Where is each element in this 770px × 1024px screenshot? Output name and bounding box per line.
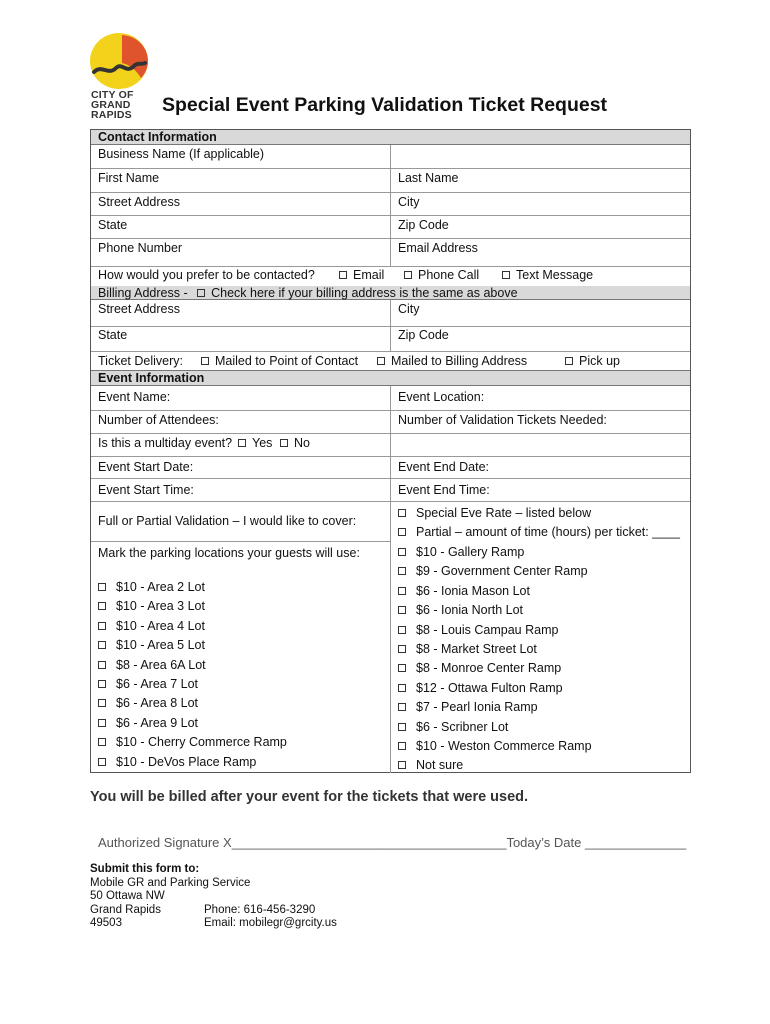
checkbox[interactable] xyxy=(398,723,406,731)
parking-location-label: $10 - Cherry Commerce Ramp xyxy=(116,735,287,750)
billing-zip-label: Zip Code xyxy=(398,328,449,342)
event-name-label: Event Name: xyxy=(98,390,171,404)
checkbox[interactable] xyxy=(98,602,106,610)
billing-section-header xyxy=(91,286,690,300)
parking-location-option[interactable] xyxy=(398,584,530,598)
billing-state-label: State xyxy=(98,328,128,342)
divider xyxy=(91,501,690,502)
divider xyxy=(390,410,391,433)
checkbox[interactable] xyxy=(398,567,406,575)
checkbox[interactable] xyxy=(404,271,412,279)
divider xyxy=(390,433,391,456)
parking-location-label: $9 - Government Center Ramp xyxy=(416,564,588,579)
checkbox[interactable] xyxy=(398,645,406,653)
checkbox[interactable] xyxy=(398,509,406,517)
same-address-checkbox[interactable] xyxy=(197,289,205,297)
delivery-contact-option[interactable]: Mailed to Point of Contact xyxy=(201,354,358,368)
parking-location-option[interactable] xyxy=(398,681,563,695)
parking-location-label: $6 - Area 9 Lot xyxy=(116,715,199,730)
divider xyxy=(390,215,391,238)
checkbox[interactable] xyxy=(398,703,406,711)
checkbox[interactable] xyxy=(398,626,406,634)
business-name-label: Business Name (If applicable) xyxy=(98,147,265,161)
prefer-phone-option[interactable]: Phone Call xyxy=(404,268,479,282)
parking-location-label: $8 - Louis Campau Ramp xyxy=(416,622,559,637)
parking-location-label: $6 - Ionia North Lot xyxy=(416,603,524,618)
parking-location-option[interactable] xyxy=(98,716,198,730)
zip-label: Zip Code xyxy=(398,218,449,232)
checkbox[interactable] xyxy=(339,271,347,279)
checkbox[interactable] xyxy=(98,738,106,746)
delivery-billing-option[interactable]: Mailed to Billing Address xyxy=(377,354,527,368)
delivery-pickup-option[interactable]: Pick up xyxy=(565,354,620,368)
parking-location-option[interactable] xyxy=(98,599,205,613)
parking-location-option[interactable] xyxy=(398,720,508,734)
parking-location-label: $6 - Area 8 Lot xyxy=(116,696,199,711)
checkbox[interactable] xyxy=(398,606,406,614)
parking-location-option[interactable] xyxy=(98,696,198,710)
parking-location-option[interactable] xyxy=(398,758,463,772)
checkbox[interactable] xyxy=(98,622,106,630)
checkbox[interactable] xyxy=(98,719,106,727)
submit-info xyxy=(90,863,337,931)
parking-location-option[interactable] xyxy=(398,700,538,714)
divider xyxy=(390,168,391,192)
start-time-label: Event Start Time: xyxy=(98,483,194,497)
divider xyxy=(390,386,391,410)
validation-special-rate-option[interactable]: Special Eve Rate – listed below xyxy=(398,506,591,520)
event-section-header: Event Information xyxy=(91,370,690,386)
prefer-text-option[interactable]: Text Message xyxy=(502,268,593,282)
parking-location-label: $10 - Weston Commerce Ramp xyxy=(416,739,592,753)
parking-location-option[interactable] xyxy=(98,638,205,652)
divider xyxy=(390,238,391,266)
event-location-label: Event Location: xyxy=(398,390,485,404)
submit-email: Email: mobilegr@grcity.us xyxy=(204,917,337,929)
validation-partial-option[interactable]: Partial – amount of time (hours) per ticket: ____ xyxy=(398,525,680,539)
divider xyxy=(390,326,391,351)
checkbox[interactable] xyxy=(98,758,106,766)
parking-location-label: $10 - Area 4 Lot xyxy=(116,618,205,633)
parking-location-label: Not sure xyxy=(416,758,464,773)
parking-location-option[interactable] xyxy=(398,642,537,656)
checkbox[interactable] xyxy=(98,699,106,707)
checkbox[interactable] xyxy=(398,742,406,750)
page-title: Special Event Parking Validation Ticket Request xyxy=(162,94,608,116)
parking-location-label: $8 - Area 6A Lot xyxy=(116,657,206,672)
divider xyxy=(390,192,391,215)
submit-zip: 49503 xyxy=(90,917,122,929)
parking-location-label: $8 - Market Street Lot xyxy=(416,642,537,656)
checkbox[interactable] xyxy=(398,664,406,672)
locations-question: Mark the parking locations your guests will use: xyxy=(98,546,360,560)
parking-location-label: $6 - Scribner Lot xyxy=(416,719,509,734)
checkbox[interactable] xyxy=(98,583,106,591)
signature-line[interactable] xyxy=(98,835,686,850)
parking-location-option[interactable] xyxy=(98,619,205,633)
submit-phone: Phone: 616-456-3290 xyxy=(204,903,316,916)
contact-section-header: Contact Information xyxy=(91,130,690,145)
parking-location-option[interactable] xyxy=(98,677,198,691)
multiday-yes-option[interactable]: Yes xyxy=(238,436,272,450)
billing-heading: Billing Address - xyxy=(98,286,188,300)
divider xyxy=(91,351,690,352)
checkbox[interactable] xyxy=(398,761,406,769)
checkbox[interactable] xyxy=(565,357,573,365)
parking-location-label: $6 - Ionia Mason Lot xyxy=(416,583,530,598)
end-time-label: Event End Time: xyxy=(398,483,490,497)
parking-location-label: $6 - Area 7 Lot xyxy=(116,677,199,691)
parking-location-option[interactable] xyxy=(398,564,588,578)
last-name-label: Last Name xyxy=(398,171,459,185)
request-form xyxy=(90,129,691,773)
submit-zip-row xyxy=(90,917,337,931)
multiday-question: Is this a multiday event? xyxy=(98,436,233,450)
parking-location-label: $12 - Ottawa Fulton Ramp xyxy=(416,680,563,695)
divider xyxy=(390,145,391,168)
submit-city-row xyxy=(90,903,316,918)
signature-label: Authorized Signature X______________________________________ xyxy=(98,835,507,850)
billing-city-label: City xyxy=(398,302,420,316)
checkbox[interactable] xyxy=(398,684,406,692)
logo-emblem-icon xyxy=(88,32,150,90)
parking-location-option[interactable] xyxy=(98,755,256,769)
checkbox[interactable] xyxy=(502,271,510,279)
checkbox[interactable] xyxy=(280,439,288,447)
billing-street-label: Street Address xyxy=(98,302,180,316)
submit-city: Grand Rapids xyxy=(90,903,161,916)
billing-notice: You will be billed after your event for the tickets that were used. xyxy=(90,789,529,805)
parking-location-label: $10 - Area 5 Lot xyxy=(116,638,205,653)
contact-preference-question: How would you prefer to be contacted? xyxy=(98,268,315,282)
street-address-label: Street Address xyxy=(98,195,180,209)
parking-location-label: $10 - Area 3 Lot xyxy=(116,599,205,614)
divider xyxy=(91,541,390,542)
logo-line: RAPIDS xyxy=(91,109,132,121)
divider xyxy=(91,266,690,267)
parking-location-option[interactable] xyxy=(398,603,523,617)
parking-location-option[interactable] xyxy=(98,735,287,749)
logo-wordmark xyxy=(91,90,134,120)
email-label: Email Address xyxy=(398,241,478,255)
end-date-label: Event End Date: xyxy=(398,460,490,474)
checkbox[interactable] xyxy=(398,548,406,556)
checkbox[interactable] xyxy=(398,587,406,595)
start-date-label: Event Start Date: xyxy=(98,460,194,474)
parking-location-option[interactable] xyxy=(398,739,592,753)
parking-location-option[interactable] xyxy=(398,661,561,675)
multiday-no-option[interactable]: No xyxy=(280,436,310,450)
divider xyxy=(390,478,391,773)
logo-line: CITY OF xyxy=(91,89,134,101)
same-address-label: Check here if your billing address is the same as above xyxy=(211,286,518,300)
city-label: City xyxy=(398,195,420,209)
parking-location-option[interactable] xyxy=(98,580,205,594)
validation-question: Full or Partial Validation – I would like to cover: xyxy=(98,514,357,528)
parking-location-option[interactable] xyxy=(98,658,206,672)
parking-location-label: $10 - Area 2 Lot xyxy=(116,580,205,594)
checkbox[interactable] xyxy=(377,357,385,365)
prefer-email-option[interactable]: Email xyxy=(339,268,384,282)
tickets-needed-label: Number of Validation Tickets Needed: xyxy=(398,413,607,427)
parking-location-label: $10 - DeVos Place Ramp xyxy=(116,754,257,769)
checkbox[interactable] xyxy=(98,661,106,669)
divider xyxy=(390,456,391,478)
checkbox[interactable] xyxy=(201,357,209,365)
ticket-delivery-label: Ticket Delivery: xyxy=(98,354,183,368)
checkbox[interactable] xyxy=(238,439,246,447)
submit-street: 50 Ottawa NW xyxy=(90,890,165,902)
todays-date-label: Today’s Date ______________ xyxy=(506,835,687,850)
attendees-label: Number of Attendees: xyxy=(98,413,219,427)
first-name-label: First Name xyxy=(98,171,160,185)
parking-location-option[interactable] xyxy=(398,545,524,559)
divider xyxy=(390,300,391,326)
checkbox[interactable] xyxy=(398,528,406,536)
state-label: State xyxy=(98,218,128,232)
submit-org: Mobile GR and Parking Service xyxy=(90,876,251,889)
logo-line: GRAND xyxy=(91,99,131,111)
parking-location-label: $8 - Monroe Center Ramp xyxy=(416,661,562,676)
checkbox[interactable] xyxy=(98,680,106,688)
city-logo xyxy=(88,32,150,124)
parking-location-option[interactable] xyxy=(398,623,558,637)
checkbox[interactable] xyxy=(98,641,106,649)
parking-location-label: $10 - Gallery Ramp xyxy=(416,545,525,559)
submit-heading: Submit this form to: xyxy=(90,863,200,875)
parking-location-label: $7 - Pearl Ionia Ramp xyxy=(416,700,538,715)
phone-label: Phone Number xyxy=(98,241,183,255)
